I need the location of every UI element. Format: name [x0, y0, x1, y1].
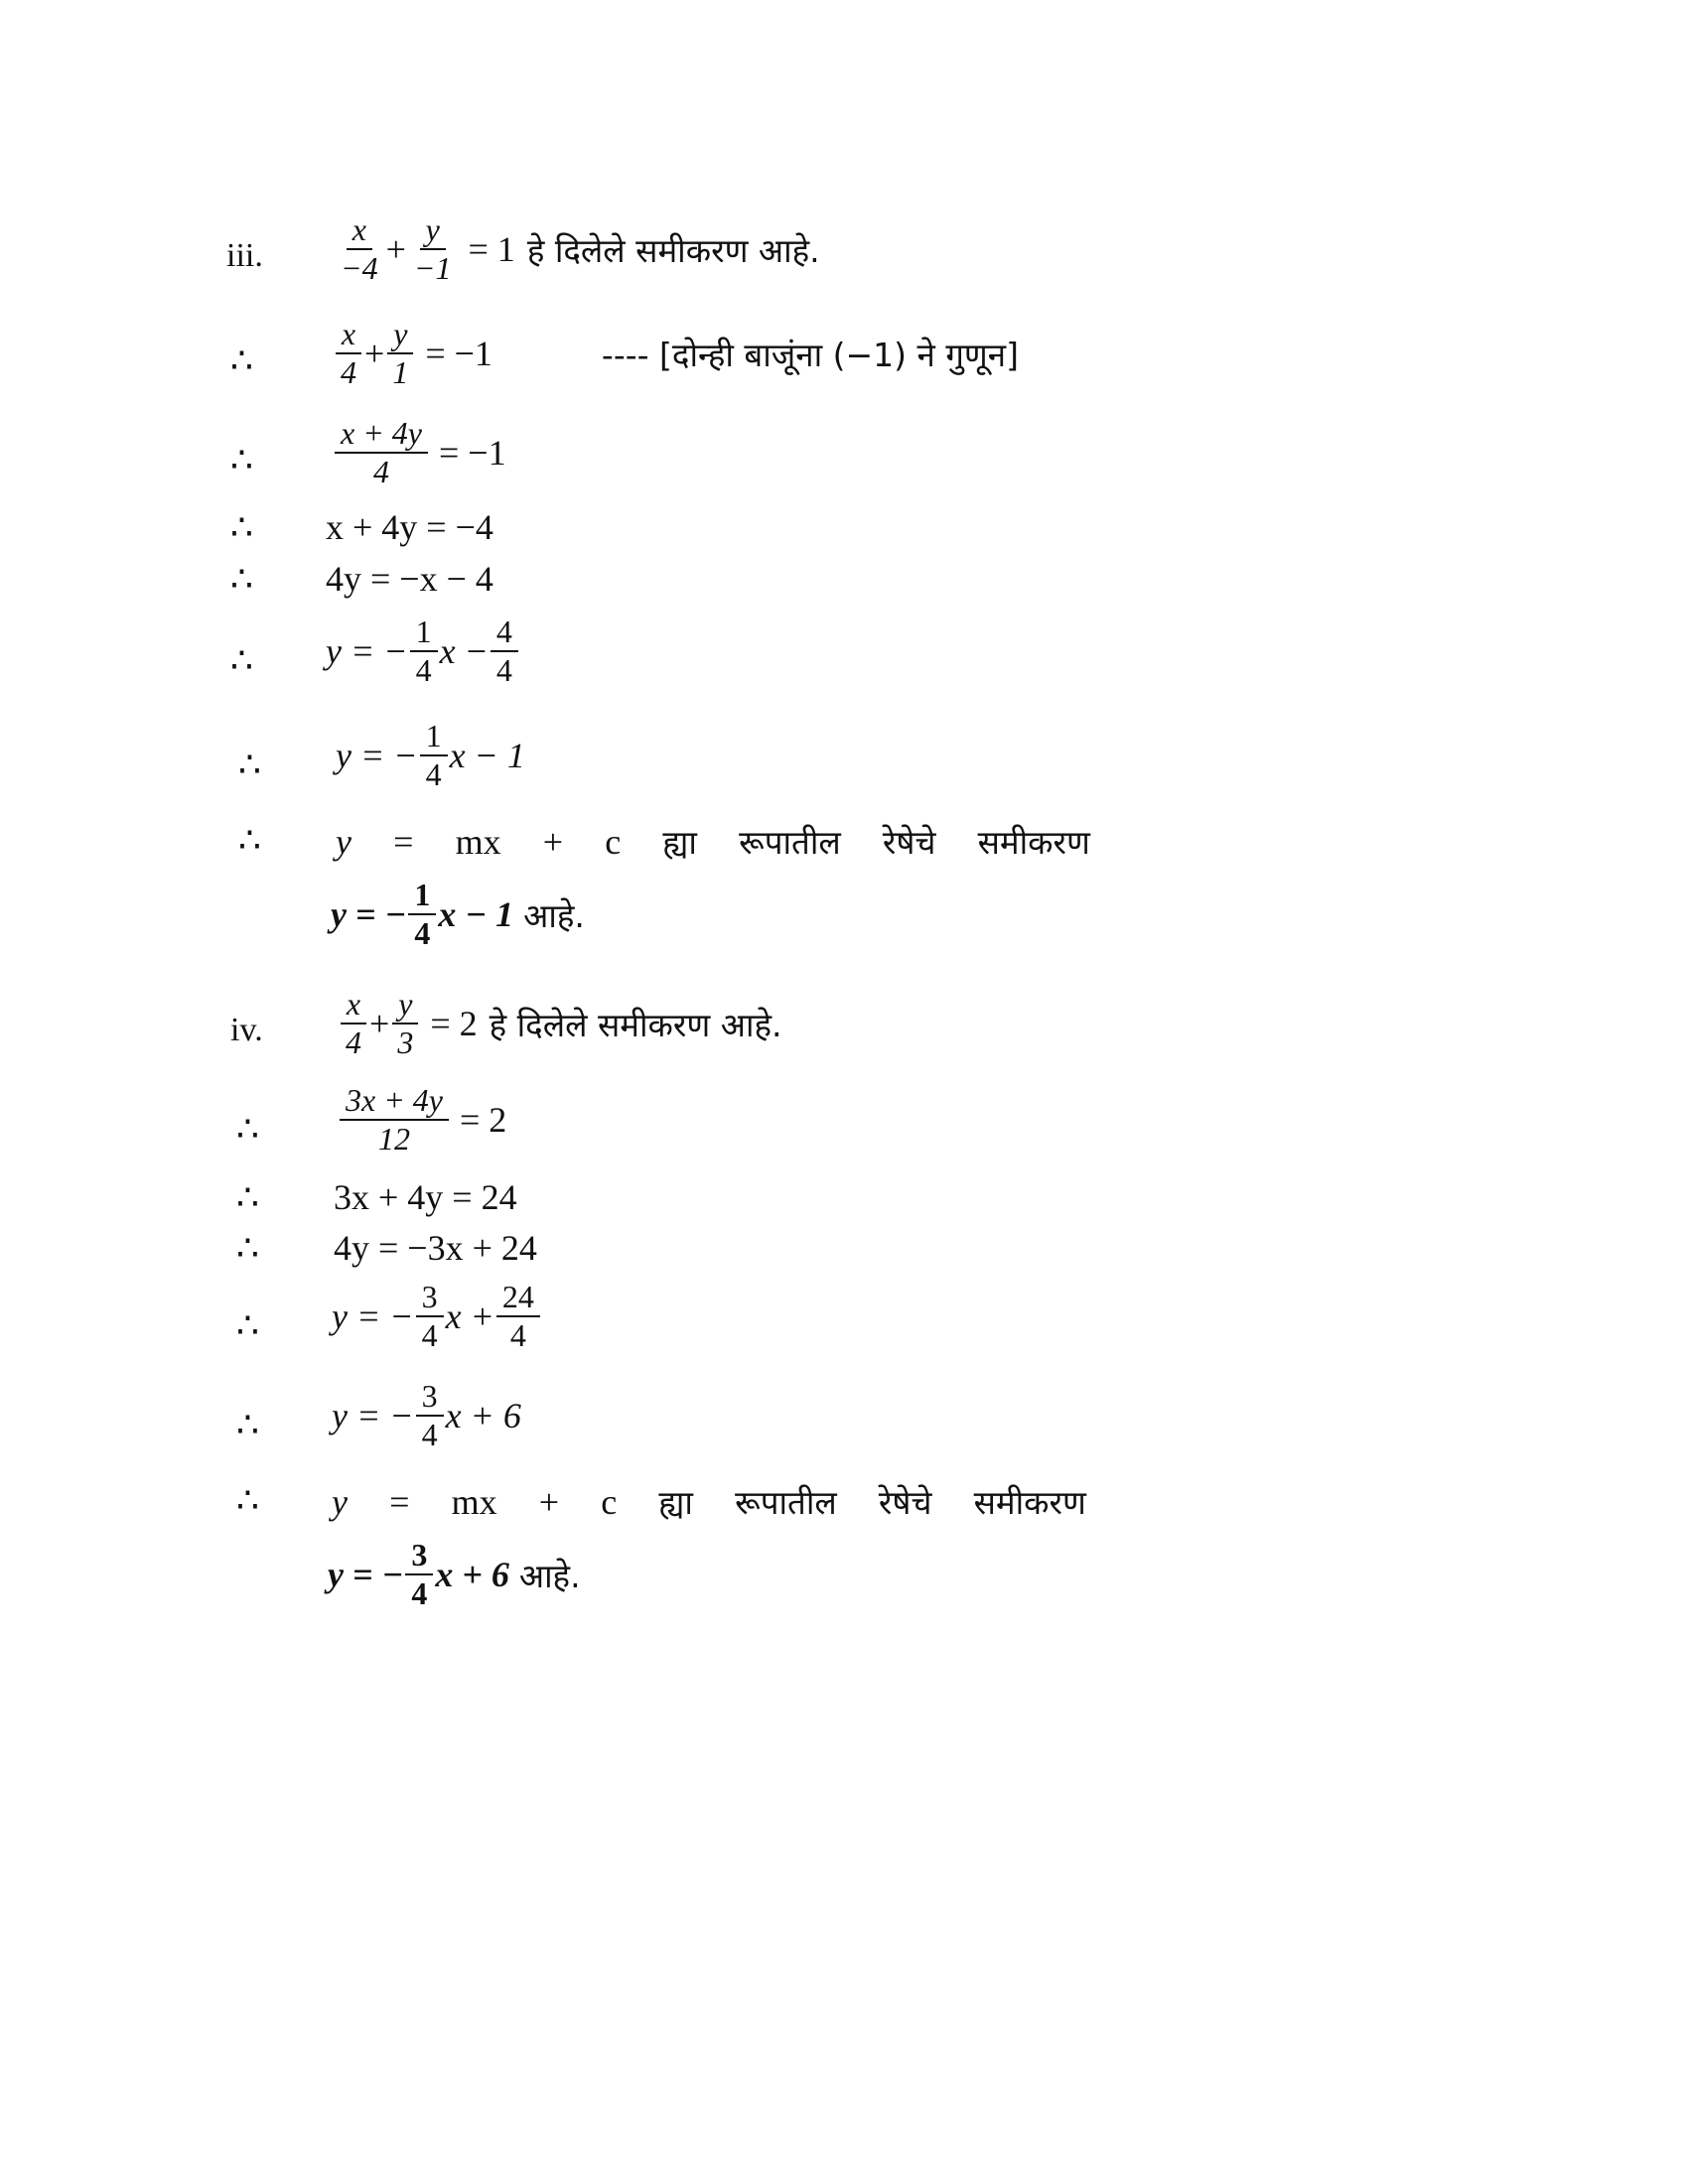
fraction: $\frac{x}{4}$	[335, 318, 362, 389]
iv-step5: ∴ y = − $\frac{3}{4}$ x + $\frac{24}{4}$	[0, 1281, 1688, 1370]
therefore-symbol: ∴	[238, 745, 261, 784]
iii-step1: iii. $\frac{x}{-4}$ + $\frac{y}{-1}$ = 1 हे दिलेले समीकरण आहे.	[226, 211, 820, 286]
iv-step1: iv. $\frac{x}{4}$ + $\frac{y}{3}$ = 2 हे दिलेले समीकरण आहे.	[230, 986, 782, 1060]
fraction: $\frac{1}{4}$	[408, 879, 436, 950]
fraction: $\frac{y}{-1}$	[413, 211, 452, 286]
therefore-symbol: ∴	[230, 341, 253, 380]
fraction: $\frac{1}{4}$	[420, 720, 448, 791]
iii-answer: y = − $\frac{1}{4}$ x − 1 आहे.	[331, 877, 585, 951]
therefore-symbol: ∴	[236, 1305, 259, 1345]
fraction: $\frac{1}{4}$	[410, 615, 438, 687]
therefore-symbol: ∴	[236, 1480, 259, 1520]
therefore-symbol: ∴	[230, 507, 253, 547]
therefore-symbol: ∴	[230, 640, 253, 680]
iii-step6: ∴ y = − $\frac{1}{4}$ x − $\frac{4}{4}$	[0, 615, 1688, 705]
iv-step4: ∴ 4y = −3x + 24	[236, 1228, 537, 1268]
fraction: $\frac{y}{3}$	[391, 988, 419, 1059]
fraction: $\frac{y}{1}$	[386, 318, 414, 389]
iv-step6: ∴ y = − $\frac{3}{4}$ x + 6	[236, 1378, 521, 1452]
fraction: $\frac{3}{4}$	[416, 1281, 444, 1352]
iii-step2: ∴ $\frac{x}{4}$ + $\frac{y}{1}$ = −1 ---- [दोन्ही बाजूंना (−1) ने गुणून]	[230, 316, 1019, 390]
therefore-symbol: ∴	[236, 1405, 259, 1444]
section-label-iii: iii.	[226, 237, 263, 274]
fraction: $\frac{3}{4}$	[405, 1539, 433, 1610]
therefore-symbol: ∴	[230, 440, 253, 479]
therefore-symbol: ∴	[236, 1177, 259, 1217]
iii-step3: ∴ $\frac{x + 4y}{4}$ = −1	[230, 415, 506, 489]
fraction: $\frac{24}{4}$	[496, 1281, 540, 1352]
iv-form-line: ∴ y = mx + c ह्या रूपातील रेषेचे समीकरण	[236, 1480, 1086, 1522]
iii-step7: ∴ y = − $\frac{1}{4}$ x − 1	[238, 718, 525, 792]
iv-step3: ∴ 3x + 4y = 24	[236, 1177, 517, 1217]
therefore-symbol: ∴	[236, 1109, 259, 1149]
fraction: $\frac{3x + 4y}{12}$	[340, 1084, 449, 1156]
therefore-symbol: ∴	[236, 1228, 259, 1268]
fraction: $\frac{x + 4y}{4}$	[335, 417, 428, 488]
iii-form-line: ∴ y = mx + c ह्या रूपातील रेषेचे समीकरण	[238, 820, 1090, 862]
section-label-iv: iv.	[230, 1012, 263, 1048]
fraction: $\frac{x}{-4}$	[341, 211, 378, 286]
fraction: $\frac{4}{4}$	[491, 615, 518, 687]
fraction: $\frac{3}{4}$	[416, 1380, 444, 1451]
therefore-symbol: ∴	[238, 820, 261, 860]
step-note: ---- [दोन्ही बाजूंना (−1) ने गुणून]	[601, 335, 1019, 374]
iii-step4: ∴ x + 4y = −4	[230, 507, 493, 547]
fraction: $\frac{x}{4}$	[340, 988, 367, 1059]
iii-step5: ∴ 4y = −x − 4	[230, 559, 493, 599]
iv-answer: y = − $\frac{3}{4}$ x + 6 आहे.	[328, 1537, 581, 1611]
therefore-symbol: ∴	[230, 559, 253, 599]
iv-step2: ∴ $\frac{3x + 4y}{12}$ = 2	[236, 1082, 507, 1157]
